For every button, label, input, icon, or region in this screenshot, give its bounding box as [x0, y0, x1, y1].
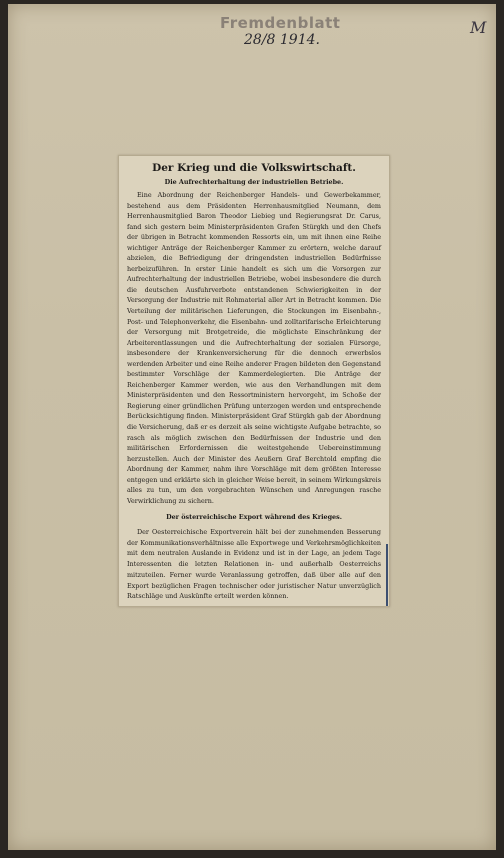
article-subheadline: Die Aufrechterhaltung der industriellen Betriebe. [164, 178, 344, 186]
newspaper-clipping [118, 155, 390, 607]
corner-handwritten-mark: M [470, 18, 487, 37]
handwritten-date: 28/8 1914. [244, 32, 320, 48]
archive-sheet [8, 4, 496, 850]
article-paragraph-2: Der Oesterreichische Exportverein hält bei der zunehmenden Besserung der Kommunikationsverhältnisse alle Exportwege und Verkehrsmöglichkeiten mit dem neutralen Auslande in Evidenz und ist in der Lage, an jedem Tage Interessenten die letzten Relationen in- und außerhalb Oesterreichs mitzuteilen. Ferner wurde Veranlassung getroffen, daß über alle auf den Export bezüglichen Fragen technischer oder juristischer Natur unverzüglich Ratschläge und Auskünfte erteilt werden können. [127, 528, 381, 601]
article-headline: Der Krieg und die Volkswirtschaft. [152, 162, 356, 174]
article-paragraph-1: Eine Abordnung der Reichenberger Handels- und Gewerbekammer, bestehend aus dem Präsidenten Herrenhausmitglied Neumann, dem Herrenhausmitglied Baron Theodor Liebieg und Regierungsrat Dr. Carus, fand sich gestern beim Ministerpräsidenten Grafen Stürgkh und den Chefs der übrigen in Betracht kommenden Ressorts ein, um mit ihnen eine Reihe wichtiger Anträge der Reichenberger Kammer zu erörtern, welche darauf abzielen, die Befriedigung der dringendsten industriellen Bedürfnisse herbeizuführen. In erster Linie handelt es sich um die Vorsorgen zur Aufrechterhaltung der industriellen Betriebe, wobei insbesondere die durch die deutschen Ausfuhrverbote entstandenen Schwierigkeiten in der Versorgung der Industrie mit Rohmaterial aller Art in Betracht kommen. Die Verteilung der militärischen Lieferungen, die Stockungen im Eisenbahn-, Post- und Telephonverkehr, die Eisenbahn- und zolltarifarische Erleichterung der Versorgung mit Brotgetreide, die möglichste Einschränkung der Arbeiterentlassungen und die Aufrechterhaltung der sozialen Fürsorge, insbesondere der Krankenversicherung für die dennoch erwerbslos werdenden Arbeiter und eine Reihe anderer Fragen bildeten den Gegenstand bestimmter Vorschläge der Kammerdelegierten. Die Anträge der Reichenberger Kammer werden, wie aus den Verhandlungen mit dem Ministerpräsidenten und den Ressortministern hervorgeht, im Schoße der Regierung einer gründlichen Prüfung unterzogen werden und entsprechende Berücksichtigung finden. Ministerpräsident Graf Stürgkh gab der Abordnung die Versicherung, daß er es derzeit als seine wichtigste Aufgabe betrachte, so rasch als möglich zwischen den Bedürfnissen der Industrie und den militärischen Erfordernissen die weitestgehende Uebereinstimmung herzustellen. Auch der Minister des Aeußern Graf Berchtold empfing die Abordnung der Kammer, nahm ihre Vorschläge mit dem größten Interesse entgegen und erklärte sich in gleicher Weise bereit, in seinem Wirkungskreis alles zu tun, um den vorgebrachten Wünschen und Anregungen rasche Verwirklichung zu sichern. [127, 191, 381, 505]
clipping-edge-mark [386, 544, 388, 606]
newspaper-stamp: Fremdenblatt [220, 14, 341, 32]
article-subheadline-2: Der österreichische Export während des Krieges. [166, 513, 342, 521]
